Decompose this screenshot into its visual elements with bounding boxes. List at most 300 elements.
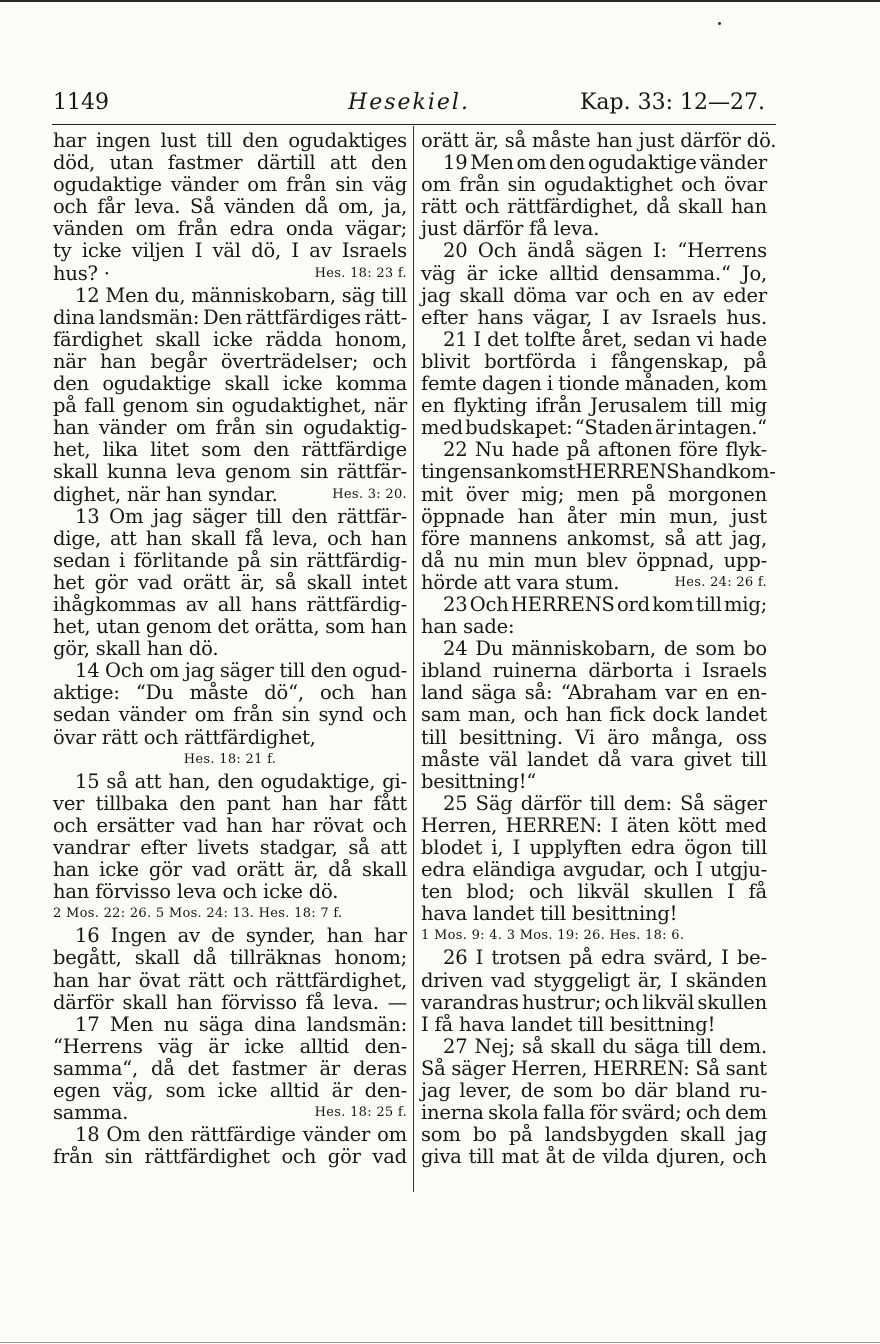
bottom-rule [0, 1342, 880, 1343]
word: mit [421, 482, 453, 506]
word: har [374, 924, 407, 948]
word: då [304, 195, 329, 219]
word: Israels [341, 239, 407, 263]
word: bo [743, 637, 767, 661]
book-title: Hesekiel. [348, 90, 470, 115]
word: lika [102, 438, 138, 462]
word: dina [254, 1012, 297, 1036]
word: och [653, 858, 689, 882]
word: om [421, 173, 451, 197]
text-line [53, 395, 407, 417]
word: då [597, 747, 622, 771]
word: från [177, 217, 218, 241]
word: just [731, 504, 767, 528]
word: han [326, 924, 363, 948]
word: den [179, 791, 216, 815]
word: när [374, 394, 407, 418]
text-line [421, 1146, 767, 1168]
word: av [185, 592, 209, 616]
word: sin [104, 1145, 133, 1169]
line-text: I få hava landet till besittning! [421, 1012, 716, 1036]
word: morgonen [668, 482, 767, 506]
word: så [664, 526, 686, 550]
text-line [53, 240, 407, 262]
word: säger [451, 1056, 506, 1080]
word: komma [335, 372, 407, 396]
word: hade [511, 438, 560, 462]
word: I [670, 968, 678, 992]
word: giva [421, 1145, 462, 1169]
word: säga [198, 1012, 244, 1036]
word: det [487, 327, 519, 351]
word: säga [634, 1034, 680, 1058]
word: är, [637, 968, 663, 992]
word: den [549, 151, 586, 175]
word: ingen [96, 129, 151, 152]
word: HERRENS [575, 460, 680, 484]
word: väg, [112, 1079, 154, 1103]
word: upp- [723, 548, 767, 572]
word: I: [652, 239, 667, 263]
word: 26 [443, 946, 468, 970]
word: i, [491, 836, 504, 859]
page-number: 1149 [53, 90, 109, 115]
word: I [727, 880, 735, 904]
word: 15 [75, 769, 100, 793]
text-line [421, 682, 767, 704]
word: rädda [265, 327, 323, 351]
word: han [281, 791, 318, 815]
word: att [110, 526, 137, 550]
word: fastmer [167, 151, 243, 175]
text-line [53, 550, 407, 572]
word: ogudaktiges [288, 129, 407, 152]
word: till [381, 283, 407, 307]
word: och [604, 990, 639, 1014]
word: utan [109, 151, 154, 175]
word: I [601, 305, 610, 329]
word: Och [477, 239, 517, 263]
word: året, [581, 327, 628, 351]
word: då [421, 548, 445, 572]
word: säger [219, 659, 274, 683]
word: vad [491, 968, 526, 992]
text-line [421, 395, 767, 417]
word: vilda [602, 1145, 649, 1169]
word: Du [475, 637, 504, 661]
word: flykting [453, 394, 528, 418]
word: du [602, 1034, 628, 1058]
word: den- [364, 1079, 407, 1103]
text-line [53, 152, 407, 174]
word: vänden [224, 195, 295, 219]
word: icke [213, 327, 253, 351]
word: har [97, 968, 131, 992]
word: vänder [699, 151, 767, 175]
word: skall [306, 570, 352, 594]
word: I [291, 239, 299, 263]
word: och [528, 880, 564, 904]
word: att [134, 769, 162, 793]
word: färdighet [53, 327, 143, 351]
text-line [53, 218, 407, 240]
word: 16 [75, 924, 100, 948]
word: om [149, 659, 180, 683]
text-line [421, 771, 767, 793]
word: kunna [107, 460, 168, 484]
text-line [53, 682, 407, 704]
word: att [329, 151, 357, 175]
word: 23 [443, 592, 468, 616]
word: ihågkommas [53, 592, 177, 616]
word: jag [421, 1079, 451, 1103]
text-line [53, 196, 407, 218]
text-line [53, 285, 407, 307]
word: Herren, [511, 1056, 588, 1080]
word: få [305, 990, 325, 1014]
word: är [208, 1034, 229, 1058]
word: och [372, 349, 407, 373]
word: väg [158, 1034, 193, 1058]
word: så [106, 769, 128, 793]
word: icke [498, 261, 539, 285]
word: skall [459, 283, 505, 307]
text-line [53, 903, 407, 925]
text-line [53, 1014, 407, 1036]
word: ogudaktig- [303, 416, 407, 440]
word: “Abraham [560, 681, 657, 705]
text-line [421, 749, 767, 771]
word: lever, [459, 1079, 512, 1103]
chapter-reference: Kap. 33: 12—27. [579, 90, 765, 115]
word: av [177, 924, 200, 948]
word: jag [184, 659, 215, 683]
word: övat [138, 968, 181, 992]
line-text: besittning!“ [421, 769, 537, 793]
word: rätt [421, 195, 457, 219]
text-line [53, 506, 407, 528]
word: rättfärdige [190, 1123, 296, 1147]
word: I [610, 813, 619, 837]
word: och [320, 681, 355, 705]
word: från [215, 416, 256, 440]
word: från [459, 173, 500, 197]
word: icke [244, 1034, 285, 1058]
word: I [473, 327, 482, 351]
word: Jo, [741, 261, 767, 285]
word: måste [189, 681, 249, 705]
word: Om [109, 504, 144, 528]
word: ja, [383, 195, 407, 219]
word: därborta [588, 659, 674, 683]
word: sägen [585, 239, 643, 263]
word: till [279, 659, 306, 683]
word: ändå [527, 239, 575, 263]
word: tingens [421, 460, 493, 484]
word: ogud- [352, 659, 407, 683]
text-line [53, 859, 407, 881]
text-line [421, 307, 767, 329]
word: till [696, 394, 722, 418]
word: leva. [134, 195, 181, 219]
word: rättfärdig- [306, 548, 407, 572]
page-header [53, 88, 765, 122]
word: orätt [236, 858, 284, 882]
text-line [421, 152, 767, 174]
word: vänder [170, 173, 239, 197]
text-line [53, 594, 407, 616]
word: den [53, 372, 89, 396]
word: besittning. [459, 725, 563, 749]
word: vänder [98, 416, 167, 440]
text-line [421, 351, 767, 373]
word: vänder [118, 703, 187, 727]
word: gi- [382, 769, 407, 793]
word: dagen [481, 372, 542, 396]
text-line [53, 749, 407, 771]
word: aktige: [53, 681, 120, 705]
word: men [576, 482, 619, 506]
word: få [244, 526, 264, 550]
line-text: orätt är, så måste han just därför dö. [421, 129, 777, 152]
word: livets [197, 836, 250, 859]
text-line [421, 263, 767, 285]
word: av [691, 283, 715, 307]
word: dö“, [264, 681, 304, 705]
word: på [508, 1123, 533, 1147]
word: skall [122, 990, 168, 1014]
word: till [468, 1145, 495, 1169]
word: land [421, 681, 464, 705]
word: stadgar, [259, 836, 338, 859]
word: min [619, 504, 657, 528]
header-rule [52, 124, 776, 125]
word: blivit [421, 349, 470, 373]
word: 18 [75, 1123, 100, 1147]
word: skall [361, 858, 407, 882]
word: kom- [727, 460, 776, 484]
word: tionde [558, 372, 620, 396]
word: överträdelser; [220, 349, 359, 373]
word: månaden, [624, 372, 721, 396]
word: när [53, 349, 86, 373]
word: han [226, 813, 263, 837]
text-line [53, 263, 407, 285]
text-line [421, 285, 767, 307]
column-divider [413, 126, 414, 1192]
word: den [291, 504, 328, 528]
text-line [421, 992, 767, 1014]
word: dina [53, 305, 96, 329]
word: djuren, [655, 1145, 726, 1169]
word: be- [736, 946, 767, 970]
word: en [659, 283, 683, 307]
word: den [217, 769, 254, 793]
word: har [53, 129, 86, 152]
text-line [421, 129, 777, 152]
word: är [331, 1079, 353, 1103]
word: och [53, 813, 88, 837]
word: gör [327, 1145, 361, 1169]
text-line [53, 815, 407, 837]
word: då [328, 858, 352, 882]
word: och [372, 703, 407, 727]
word: viljen [131, 239, 185, 263]
word: eländiga [472, 858, 556, 882]
text-line [53, 704, 407, 726]
text-line [53, 881, 407, 903]
text-line [53, 1102, 407, 1124]
word: dem. [719, 1034, 767, 1058]
word: sin [281, 703, 310, 727]
word: rättfär- [337, 460, 407, 484]
word: rättfärdige [301, 438, 407, 462]
word: en- [736, 681, 767, 705]
word: till [421, 725, 447, 749]
text-line [421, 970, 767, 992]
word: flyk- [725, 438, 767, 462]
word: därför [53, 990, 114, 1014]
word: nu [454, 548, 479, 572]
text-line [421, 704, 767, 726]
word: 20 [443, 239, 468, 263]
word: på [53, 394, 77, 418]
word: “Du [135, 681, 174, 705]
text-line [421, 1036, 767, 1058]
word: mun, [669, 504, 719, 528]
word: den [253, 438, 290, 462]
word: därför [520, 791, 582, 815]
text-line [421, 196, 767, 218]
word: icke [81, 239, 122, 263]
word: mannens [469, 526, 558, 550]
word: kom [652, 592, 694, 616]
word: 25 [443, 791, 468, 815]
word: synd [318, 703, 364, 727]
word: får [97, 195, 125, 219]
word: att [695, 526, 723, 550]
text-line [421, 815, 767, 837]
word: Jerusalem [590, 394, 688, 418]
word: ogudaktighet [543, 173, 673, 197]
word: efter [421, 305, 468, 329]
word: landsbygden [544, 1123, 669, 1147]
word: och [464, 195, 500, 219]
text-line [421, 903, 767, 925]
text-line [421, 439, 767, 461]
cross-reference: Hes. 24: 26 f. [674, 574, 767, 590]
word: icke [99, 858, 139, 882]
text-line [53, 351, 407, 373]
text-line [421, 460, 776, 484]
text-line [53, 638, 407, 660]
word: det [187, 1056, 219, 1080]
word: ogudaktige, [260, 769, 376, 793]
word: som [165, 1079, 206, 1103]
word: bortförda [484, 349, 577, 373]
word: de [663, 637, 688, 661]
word: om [247, 173, 278, 197]
text-line [53, 439, 407, 461]
word: kom [725, 372, 767, 396]
word: egen [53, 1079, 101, 1103]
word: vad [137, 570, 173, 594]
word: en [421, 394, 445, 418]
word: åter [566, 504, 607, 528]
cross-reference: 2 Mos. 22: 26. 5 Mos. 24: 13. Hes. 18: 7 f. [53, 906, 343, 922]
word: vägar; [345, 217, 407, 241]
word: så [348, 836, 370, 859]
word: då [646, 195, 671, 219]
word: då [150, 1056, 175, 1080]
word: Så [190, 195, 215, 219]
word: väg [372, 173, 407, 197]
word: mat [501, 1145, 539, 1169]
word: sam [421, 703, 461, 727]
word: bland [675, 1079, 731, 1103]
word: 14 [75, 659, 100, 683]
word: densamma.“ [609, 261, 731, 285]
word: de [571, 1145, 596, 1169]
word: alltid [299, 1034, 350, 1058]
word: många, [651, 725, 724, 749]
word: äro [607, 725, 640, 749]
word: edra [630, 836, 675, 859]
word: han [53, 858, 90, 882]
word: kött [678, 813, 717, 837]
word: nu [163, 1012, 189, 1036]
word: så: [524, 681, 553, 705]
word: het [53, 570, 85, 594]
word: var [575, 283, 607, 307]
word: den [242, 129, 279, 152]
word: sin [299, 460, 329, 484]
word: om [175, 416, 206, 440]
text-line [421, 506, 767, 528]
word: skall [550, 1034, 596, 1058]
word: lust [160, 129, 197, 152]
word: skullen [697, 990, 767, 1014]
word: förlitande [133, 548, 229, 572]
word: skall [678, 195, 723, 219]
word: övar [724, 173, 767, 197]
word: sin [269, 548, 298, 572]
word: är [466, 261, 488, 285]
word: svärd, [653, 946, 713, 970]
line-text: han sade: [421, 615, 515, 639]
text-line [53, 572, 407, 594]
word: sin [335, 173, 364, 197]
word: ty [53, 239, 72, 263]
word: han [53, 416, 90, 440]
word: vänden [53, 217, 124, 241]
line-text: hörde att vara stum. [421, 570, 620, 594]
word: i [546, 372, 553, 396]
word: — [387, 990, 407, 1014]
ink-speck [718, 22, 721, 25]
word: där [634, 1079, 668, 1103]
text-line [421, 638, 767, 660]
text-line [53, 947, 407, 969]
word: så [275, 570, 297, 594]
word: rätt [188, 968, 225, 992]
word: sedan [53, 703, 111, 727]
word: oss [735, 725, 767, 749]
word: därtill [256, 151, 316, 175]
word: skall [680, 1123, 726, 1147]
word: ruinerna [492, 659, 577, 683]
word: Men [470, 151, 514, 175]
